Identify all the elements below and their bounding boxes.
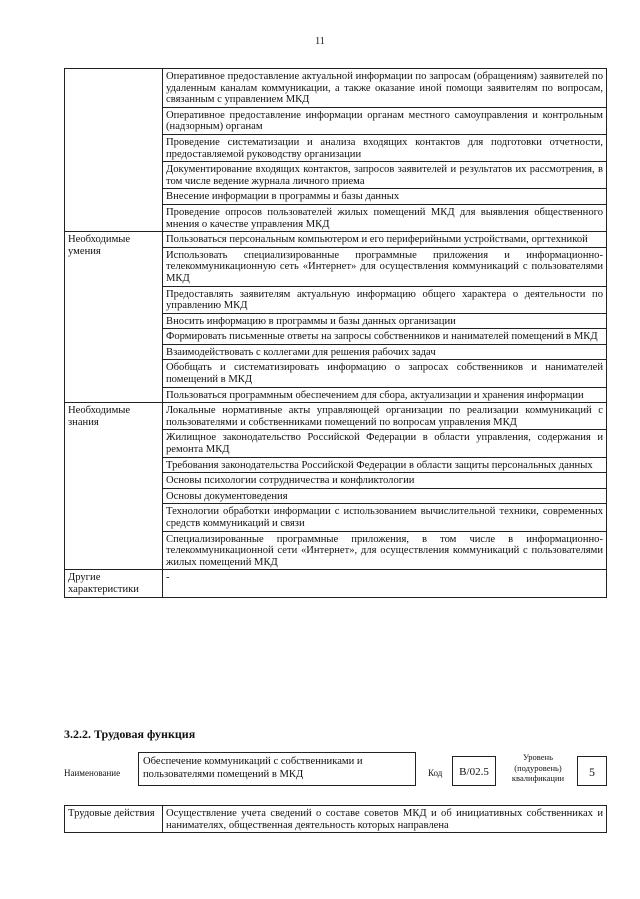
action-item: Осуществление учета сведений о составе советов МКД и об инициативных собственниках и нанимателях, общественная деятельность которых направлена	[163, 806, 607, 833]
function-code-box: B/02.5	[452, 756, 496, 786]
action-item: Оперативное предоставление актуальной информации по запросам (обращениям) заявителей по удаленным каналам коммуникации, а также оказание иной помощи заявителям по вопросам, связанным с управлением МКД	[163, 69, 607, 108]
action-item: Оперативное предоставление информации органам местного самоуправления и контрольным (надзорным) органам	[163, 107, 607, 134]
action-item: Проведение систематизации и анализа входящих контактов для подготовки отчетности, предоставляемой руководству организации	[163, 134, 607, 161]
table-row	[65, 403, 607, 430]
knowledge-item: Основы документоведения	[163, 488, 607, 504]
function-name-box: Обеспечение коммуникаций с собственниками и пользователями помещений в МКД	[138, 752, 416, 786]
labor-actions-label: Трудовые действия	[65, 806, 163, 833]
other-label: Другие характеристики	[65, 570, 163, 597]
skill-item: Использовать специализированные программные приложения и информационно-телекоммуникационную сеть «Интернет» для осуществления коммуникаций с пользователями МКД	[163, 247, 607, 286]
knowledge-item: Технологии обработки информации с использованием вычислительной техники, современных средств коммуникаций и связи	[163, 504, 607, 531]
knowledge-label: Необходимые знания	[65, 403, 163, 570]
section-title: 3.2.2. Трудовая функция	[64, 727, 196, 741]
skill-item: Обобщать и систематизировать информацию о запросах собственников и нанимателей помещений в МКД	[163, 360, 607, 387]
function-name-label: Наименование	[64, 768, 121, 778]
action-item: Документирование входящих контактов, запросов заявителей и результатов их рассмотрения, в том числе ведение журнала личного приема	[163, 162, 607, 189]
labor-actions-table	[64, 805, 607, 833]
competency-table	[64, 68, 607, 598]
page-number: 11	[315, 36, 325, 47]
skill-item: Пользоваться персональным компьютером и его периферийными устройствами, оргтехникой	[163, 232, 607, 248]
knowledge-item: Локальные нормативные акты управляющей организации по реализации коммуникаций с пользователями и собственниками помещений по вопросам управления МКД	[163, 403, 607, 430]
knowledge-item: Основы психологии сотрудничества и конфликтологии	[163, 473, 607, 489]
other-value: -	[163, 570, 607, 597]
knowledge-item: Требования законодательства Российской Федерации в области защиты персональных данных	[163, 457, 607, 473]
qualification-level-label: Уровень (подуровень) квалификации	[511, 752, 565, 783]
skill-item: Формировать письменные ответы на запросы собственников и нанимателей помещений в МКД	[163, 329, 607, 345]
qualification-level-box: 5	[577, 756, 607, 786]
table-row	[65, 570, 607, 597]
table-row	[65, 806, 607, 833]
knowledge-item: Специализированные программные приложения, в том числе в информационно-телекоммуникационной сети «Интернет», для осуществления коммуникаций с пользователями жилых помещений МКД	[163, 531, 607, 570]
action-item: Проведение опросов пользователей жилых помещений МКД для выявления общественного мнения о качестве управления МКД	[163, 204, 607, 231]
empty-label-cell	[65, 69, 163, 232]
skills-label: Необходимые умения	[65, 232, 163, 403]
skill-item: Взаимодействовать с коллегами для решения рабочих задач	[163, 344, 607, 360]
table-row	[65, 69, 607, 108]
skill-item: Предоставлять заявителям актуальную информацию общего характера о деятельности по управлению МКД	[163, 286, 607, 313]
action-item: Внесение информации в программы и базы данных	[163, 189, 607, 205]
knowledge-item: Жилищное законодательство Российской Федерации в области управления, содержания и ремонта МКД	[163, 430, 607, 457]
function-code-label: Код	[428, 768, 443, 778]
skill-item: Пользоваться программным обеспечением для сбора, актуализации и хранения информации	[163, 387, 607, 403]
skill-item: Вносить информацию в программы и базы данных организации	[163, 313, 607, 329]
table-row	[65, 232, 607, 248]
